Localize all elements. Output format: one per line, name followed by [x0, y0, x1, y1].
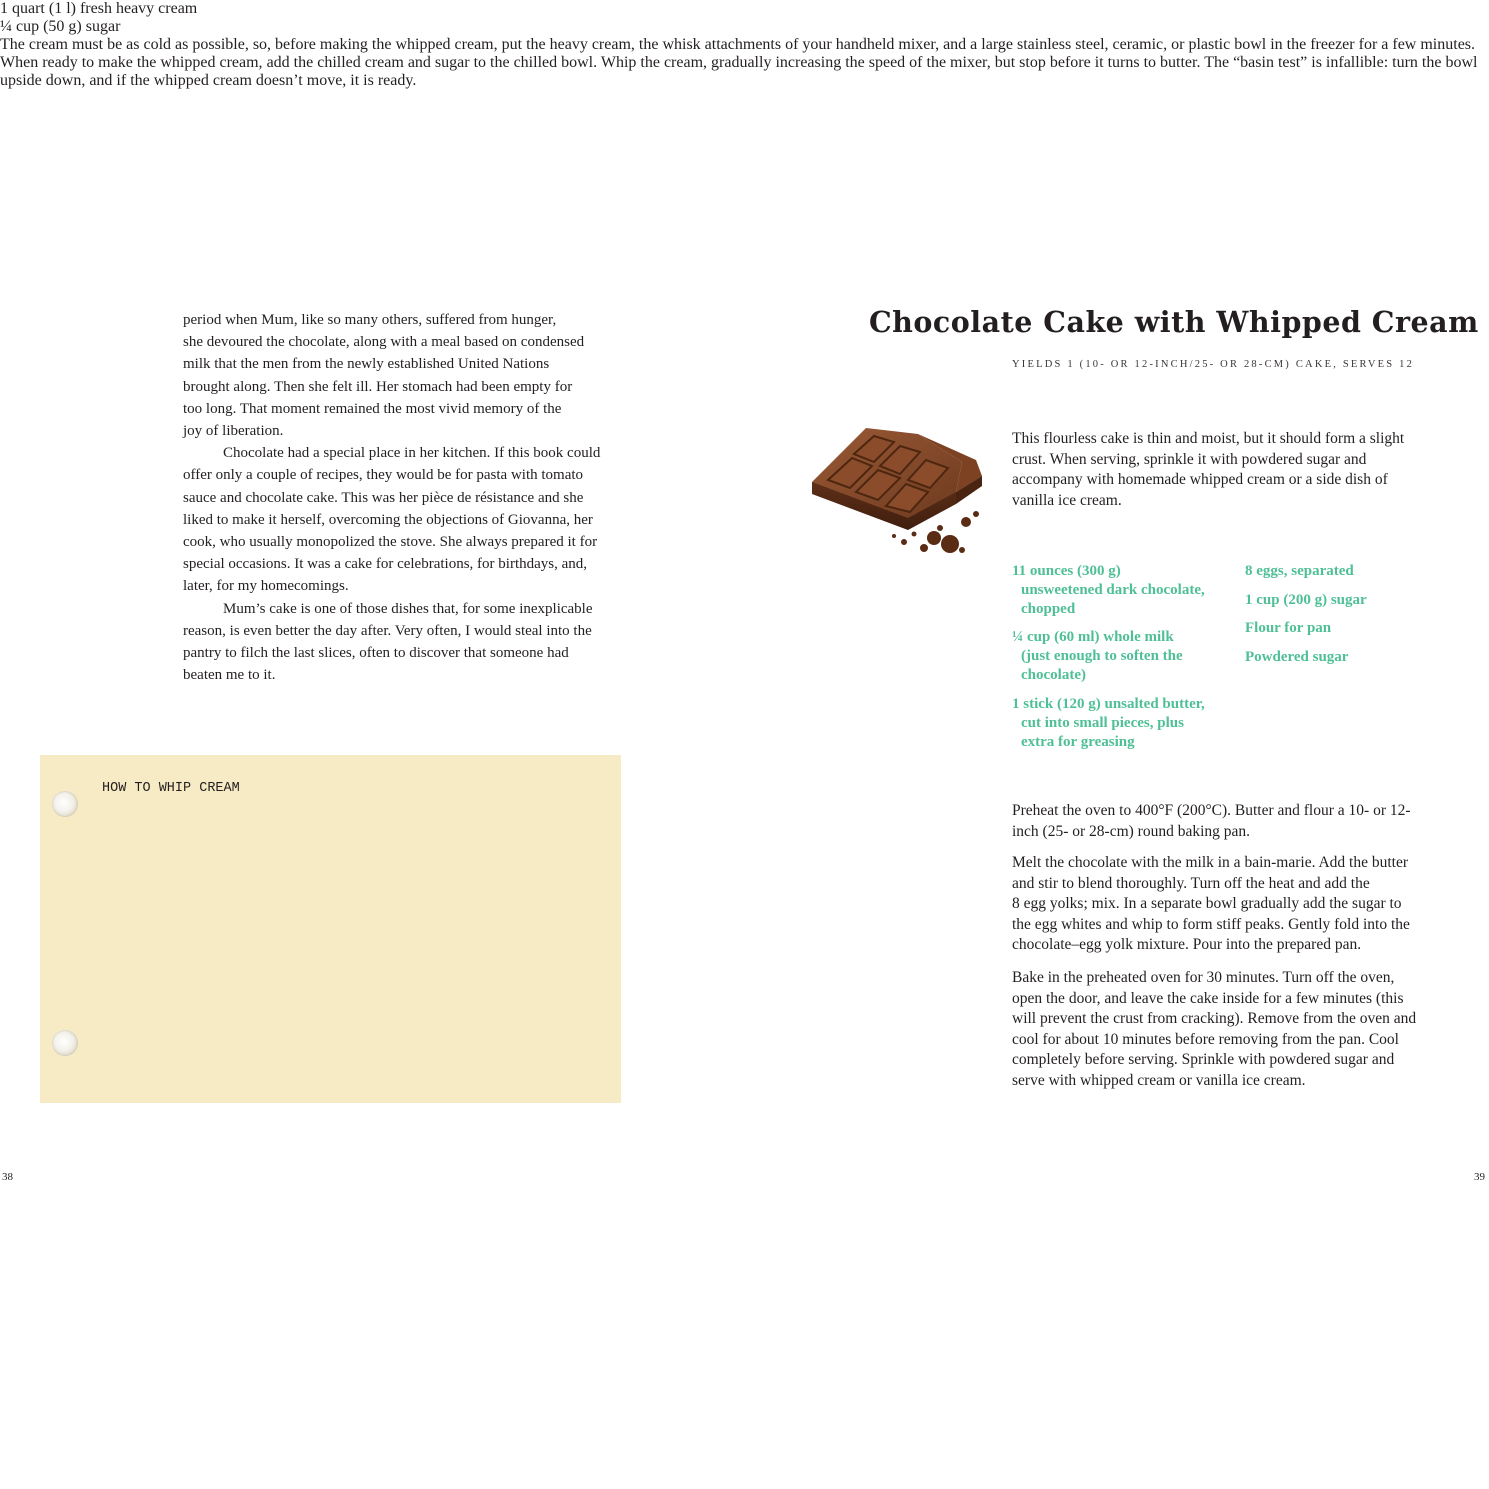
- ingredient-line: ¼ cup (60 ml) whole milk: [1012, 629, 1174, 645]
- card-title: HOW TO WHIP CREAM: [102, 781, 240, 796]
- recipe-intro: [1012, 429, 1452, 512]
- ingredient-item: [1245, 648, 1348, 667]
- recipe-yield: YIELDS 1 (10- OR 12-INCH/25- OR 28-CM) CAKE, SERVES 12: [1012, 359, 1415, 370]
- text-line: sauce and chocolate cake. This was her pièce de résistance and she: [183, 489, 584, 506]
- method-step-1: [1012, 801, 1452, 842]
- text-line: cook, who usually monopolized the stove. She always prepared it for: [183, 534, 598, 551]
- ingredient-item: [1245, 562, 1354, 581]
- text-line: Mum’s cake is one of those dishes that, for some inexplicable: [223, 600, 593, 617]
- card-line: making the whipped cream, put the heavy cream, the: [319, 36, 659, 53]
- text-line: open the door, and leave the cake inside for a few minutes (this: [1012, 989, 1404, 1007]
- ingredient-line: 1 stick (120 g) unsalted butter,: [1012, 696, 1205, 712]
- text-line: special occasions. It was a cake for celebrations, for birthdays, and,: [183, 556, 588, 573]
- recipe-card: [40, 755, 621, 1103]
- text-line: This flourless cake is thin and moist, but it should form a slight: [1012, 430, 1405, 447]
- card-ingredient: 1 quart (1 l) fresh heavy cream: [0, 0, 198, 17]
- text-line: completely before serving. Sprinkle with powdered sugar and: [1012, 1051, 1395, 1069]
- story-paragraph-3: [183, 598, 623, 687]
- text-line: chocolate–egg yolk mixture. Pour into the prepared pan.: [1012, 936, 1362, 954]
- recipe-title: Chocolate Cake with Whipped Cream: [869, 305, 1479, 339]
- text-line: and stir to blend thoroughly. Turn off the heat and add the: [1012, 874, 1370, 892]
- text-line: joy of liberation.: [183, 423, 284, 440]
- text-line: cool for about 10 minutes before removing from the pan. Cool: [1012, 1030, 1399, 1048]
- page-number-right: 39: [1474, 1171, 1485, 1183]
- text-line: milk that the men from the newly established United Nations: [183, 356, 550, 373]
- text-line: pantry to filch the last slices, often to discover that someone had: [183, 645, 569, 662]
- card-instructions: [0, 36, 1489, 90]
- text-line: Chocolate had a special place in her kitchen. If this book could: [223, 445, 601, 462]
- punch-hole-icon: [52, 791, 78, 817]
- text-line: serve with whipped cream or vanilla ice cream.: [1012, 1071, 1306, 1089]
- text-line: period when Mum, like so many others, suffered from hunger,: [183, 312, 557, 328]
- ingredient-item: [1012, 695, 1205, 753]
- ingredient-line: cut into small pieces, plus: [1021, 715, 1184, 732]
- card-line: stainless steel, ceramic, or plastic bowl in the freezer: [1016, 36, 1355, 53]
- ingredient-line: (just enough to soften the: [1021, 648, 1183, 665]
- punch-hole-icon: [52, 1030, 78, 1056]
- text-line: too long. That moment remained the most vivid memory of the: [183, 400, 562, 417]
- text-line: beaten me to it.: [183, 667, 276, 684]
- ingredient-line: 8 eggs, separated: [1245, 563, 1354, 579]
- ingredient-line: extra for greasing: [1021, 734, 1135, 751]
- text-line: Melt the chocolate with the milk in a bain-marie. Add the butter: [1012, 854, 1408, 871]
- text-line: reason, is even better the day after. Very often, I would steal into the: [183, 622, 592, 639]
- text-line: the egg whites and whip to form stiff peaks. Gently fold into the: [1012, 915, 1410, 933]
- ingredient-line: Powdered sugar: [1245, 649, 1349, 665]
- card-line: The cream must be as cold as possible, so, before: [0, 36, 316, 53]
- text-line: she devoured the chocolate, along with a meal based on condensed: [183, 334, 585, 351]
- card-line: for a few minutes. When ready to make the whipped cream,: [0, 36, 1476, 71]
- ingredient-line: unsweetened dark chocolate,: [1021, 582, 1205, 599]
- text-line: offer only a couple of recipes, they would be for pasta with tomato: [183, 467, 584, 484]
- story-paragraph-2: [183, 442, 623, 597]
- text-line: crust. When serving, sprinkle it with powdered sugar and: [1012, 450, 1367, 468]
- ingredient-line: 1 cup (200 g) sugar: [1245, 592, 1367, 608]
- ingredient-item: [1245, 619, 1331, 638]
- text-line: will prevent the crust from cracking). Remove from the oven and: [1012, 1010, 1417, 1028]
- card-line: test” is infallible: turn the bowl upside down, and if: [0, 54, 1478, 89]
- ingredient-line: 11 ounces (300 g): [1012, 563, 1121, 579]
- text-line: Preheat the oven to 400°F (200°C). Butter and flour a 10- or 12-: [1012, 802, 1411, 819]
- text-line: vanilla ice cream.: [1012, 492, 1122, 510]
- ingredient-item: [1012, 562, 1205, 620]
- text-line: 8 egg yolks; mix. In a separate bowl gradually add the sugar to: [1012, 895, 1402, 913]
- card-line: mixer, but stop before it turns to butter. The “basin: [950, 54, 1274, 71]
- ingredient-item: [1245, 591, 1367, 610]
- ingredient-line: Flour for pan: [1245, 620, 1332, 636]
- ingredient-line: chopped: [1021, 601, 1076, 618]
- text-line: inch (25- or 28-cm) round baking pan.: [1012, 822, 1251, 840]
- ingredient-item: [1012, 628, 1183, 686]
- card-line: whisk attachments of your handheld mixer, and a large: [662, 36, 1013, 53]
- text-line: brought along. Then she felt ill. Her stomach had been empty for: [183, 378, 573, 395]
- card-line: the whipped cream doesn’t move, it is ready.: [130, 72, 417, 89]
- card-line: add the chilled cream and sugar to the chilled bowl.: [266, 54, 598, 71]
- page-number-left: 38: [2, 1171, 13, 1183]
- ingredient-line: chocolate): [1021, 667, 1086, 684]
- method-step-3: [1012, 968, 1452, 1092]
- text-line: later, for my homecomings.: [183, 578, 349, 595]
- text-line: accompany with homemade whipped cream or a side dish of: [1012, 471, 1388, 489]
- text-line: Bake in the preheated oven for 30 minutes. Turn off the oven,: [1012, 969, 1395, 986]
- method-step-2: [1012, 853, 1452, 956]
- card-ingredient: ¼ cup (50 g) sugar: [0, 18, 121, 35]
- card-line: Whip the cream, gradually increasing the speed of the: [600, 54, 947, 71]
- chocolate-bar-icon: [806, 420, 991, 560]
- story-paragraph-1: [183, 309, 623, 442]
- story-text: [183, 309, 623, 686]
- text-line: liked to make it herself, overcoming the objections of Giovanna, her: [183, 511, 593, 528]
